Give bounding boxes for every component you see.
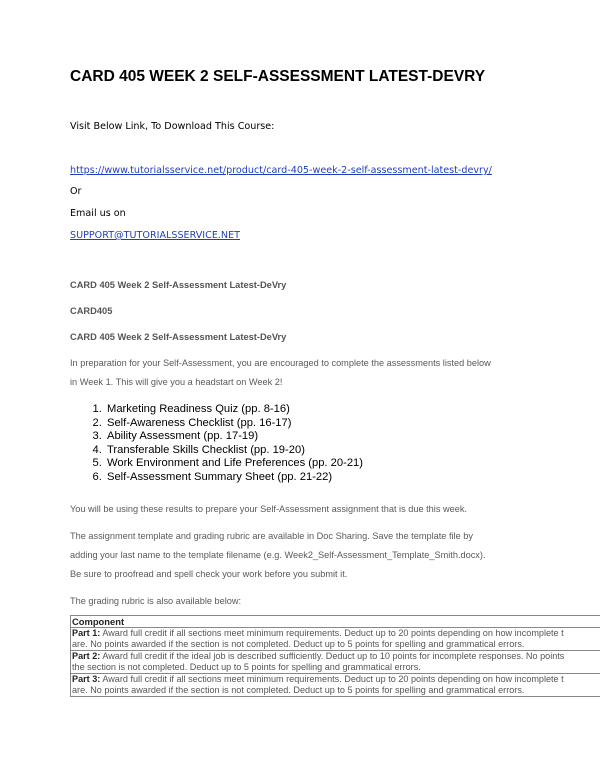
list-item: 1. Marketing Readiness Quiz (pp. 8-16)	[105, 403, 363, 417]
rubric-part-text: are. No points awarded if the section is not completed. Deduct up to 5 points for spelling and grammatical errors.	[72, 639, 525, 649]
rubric-header: Component	[71, 616, 600, 628]
grading-rubric-table	[70, 615, 600, 697]
list-item: 2. Self-Awareness Checklist (pp. 16-17)	[105, 417, 363, 431]
template-line-1: The assignment template and grading rubric are available in Doc Sharing. Save the template file by	[70, 531, 473, 541]
list-item: 4. Transferable Skills Checklist (pp. 19-20)	[105, 444, 363, 458]
rubric-part-text: Award full credit if all sections meet minimum requirements. Deduct up to 20 points depending on how incomplete t	[100, 674, 564, 684]
rubric-row-part-2	[71, 651, 600, 674]
email-link[interactable]: SUPPORT@TUTORIALSSERVICE.NET	[70, 230, 241, 241]
rubric-part-label: Part 3:	[72, 674, 101, 684]
email-text: Email us on	[70, 208, 126, 219]
results-text: You will be using these results to prepare your Self-Assessment assignment that is due this week.	[70, 504, 467, 514]
course-code: CARD405	[70, 306, 113, 316]
intro-line-1: In preparation for your Self-Assessment, you are encouraged to complete the assessments listed below	[70, 358, 491, 368]
rubric-part-text: Award full credit if the ideal job is described sufficiently. Deduct up to 10 points for incomplete responses. No points	[100, 651, 565, 661]
rubric-part-label: Part 1:	[72, 628, 101, 638]
or-text: Or	[70, 186, 82, 197]
section-heading-1: CARD 405 Week 2 Self-Assessment Latest-DeVry	[70, 280, 287, 290]
assessment-list	[70, 403, 363, 484]
section-heading-2: CARD 405 Week 2 Self-Assessment Latest-DeVry	[70, 332, 287, 342]
list-item: 5. Work Environment and Life Preferences (pp. 20-21)	[105, 457, 363, 471]
rubric-part-text: are. No points awarded if the section is not completed. Deduct up to 5 points for spelling and grammatical errors.	[72, 685, 525, 695]
rubric-part-label: Part 2:	[72, 651, 101, 661]
document-title: CARD 405 WEEK 2 SELF-ASSESSMENT LATEST-DEVRY	[70, 68, 486, 85]
rubric-part-text: the section is not completed. Deduct up to 5 points for spelling and grammatical errors.	[72, 662, 421, 672]
template-line-2: adding your last name to the template filename (e.g. Week2_Self-Assessment_Template_Smith.docx).	[70, 550, 486, 560]
rubric-intro: The grading rubric is also available below:	[70, 596, 242, 606]
intro-line-2: in Week 1. This will give you a headstart on Week 2!	[70, 377, 283, 387]
list-item: 6. Self-Assessment Summary Sheet (pp. 21-22)	[105, 471, 363, 485]
visit-text: Visit Below Link, To Download This Course:	[70, 121, 275, 132]
rubric-part-text: Award full credit if all sections meet minimum requirements. Deduct up to 20 points depending on how incomplete t	[100, 628, 564, 638]
rubric-row-part-1	[71, 628, 600, 651]
course-link[interactable]: https://www.tutorialsservice.net/product/card-405-week-2-self-assessment-latest-devry/	[70, 165, 492, 176]
list-item: 3. Ability Assessment (pp. 17-19)	[105, 430, 363, 444]
template-line-3: Be sure to proofread and spell check your work before you submit it.	[70, 569, 348, 579]
rubric-row-part-3	[71, 674, 600, 697]
